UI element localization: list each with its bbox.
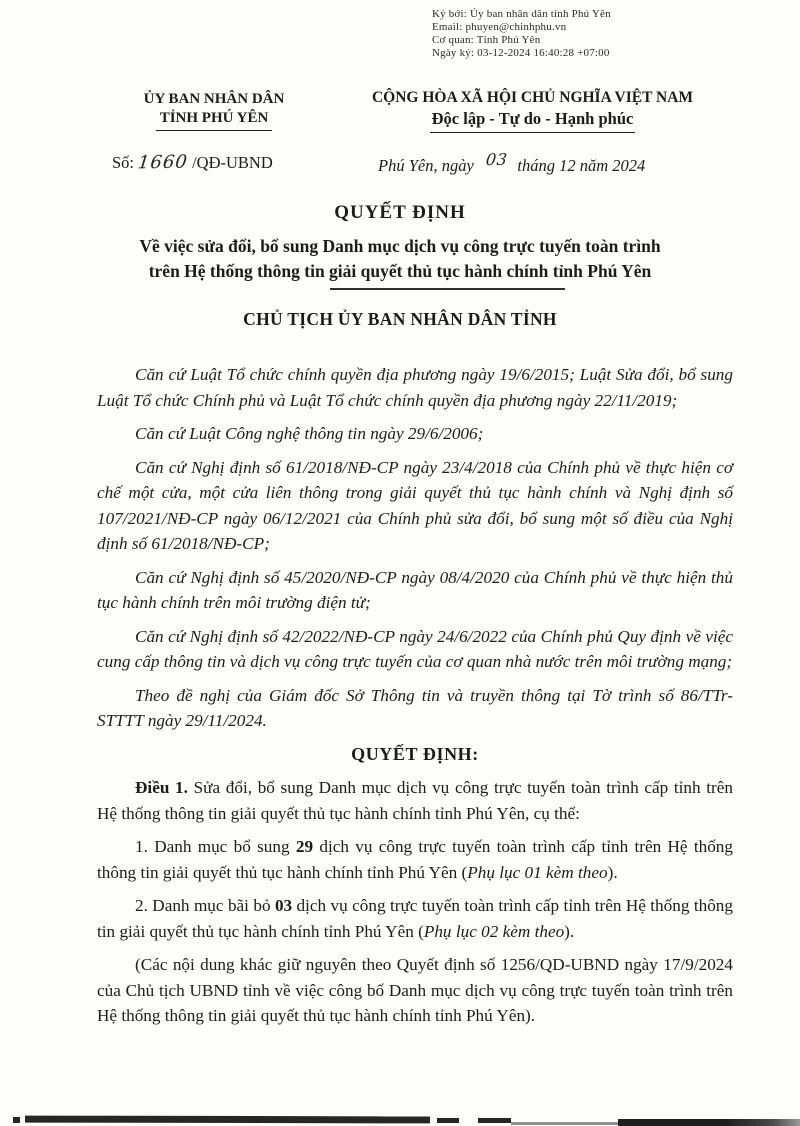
date-suffix: tháng 12 năm 2024 bbox=[517, 156, 646, 175]
date-day-handwritten: 03 bbox=[484, 149, 509, 170]
citation-paragraph-3: Căn cứ Nghị định số 61/2018/NĐ-CP ngày 23/4/2018 của Chính phủ về thực hiện cơ chế một cửa, một cửa liên thông trong giải quyết thủ tục hành chính và Nghị định số 107/2021/NĐ-CP ngày 06/12/2021 của Chính phủ sửa đổi, bổ sung một số điều của Nghị định số 61/2018/NĐ-CP; bbox=[97, 457, 733, 553]
legal-preamble bbox=[97, 362, 733, 734]
item-1-text-pre: 1. Danh mục bổ sung bbox=[135, 837, 296, 856]
citation-paragraph-4: Căn cứ Nghị định số 45/2020/NĐ-CP ngày 08/4/2020 của Chính phủ về thực hiện thủ tục hành chính trên môi trường điện tử; bbox=[97, 567, 733, 612]
document-number bbox=[112, 152, 273, 173]
item-1-count: 29 bbox=[295, 837, 314, 856]
item-1-text-mid: dịch vụ công trực tuyến toàn trình cấp tỉnh trên Hệ thống thông tin giải quyết thủ tục hành chính tỉnh Phú Yên ( bbox=[97, 837, 733, 882]
document-number-handwritten: 1660 bbox=[136, 151, 190, 174]
issuer-name-line1: ỦY BAN NHÂN DÂN bbox=[143, 91, 285, 107]
next-page-edge-artifact bbox=[618, 1119, 800, 1126]
document-number-prefix: Số: bbox=[112, 153, 135, 172]
next-page-edge-artifact bbox=[511, 1122, 621, 1125]
issuer-name-line2: TỈNH PHÚ YÊN bbox=[156, 109, 273, 131]
stamp-agency: Cơ quan: Tỉnh Phú Yên bbox=[432, 34, 541, 46]
decision-articles bbox=[97, 775, 733, 1029]
stamp-signed-by: Ký bởi: Ủy ban nhân dân tỉnh Phú Yên bbox=[432, 8, 611, 20]
stamp-email: Email: phuyen@chinhphu.vn bbox=[432, 21, 567, 33]
digital-signature-stamp bbox=[432, 8, 611, 60]
next-page-edge-artifact bbox=[13, 1117, 20, 1123]
issuer-header bbox=[83, 90, 345, 131]
next-page-edge-artifact bbox=[25, 1116, 430, 1124]
item-2-appendix-ref: Phụ lục 02 kèm theo bbox=[423, 921, 565, 941]
item-2-count: 03 bbox=[274, 896, 293, 915]
article-1-item-1 bbox=[97, 834, 733, 885]
title-underline-rule bbox=[330, 288, 565, 290]
article-1-label: Điều 1. bbox=[135, 778, 188, 797]
date-prefix: Phú Yên, ngày bbox=[378, 156, 474, 175]
issuing-authority-title: CHỦ TỊCH ỦY BAN NHÂN DÂN TỈNH bbox=[243, 309, 557, 329]
national-header bbox=[345, 88, 720, 133]
document-body bbox=[97, 362, 733, 1037]
document-subject bbox=[60, 234, 740, 284]
document-kind-title: QUYẾT ĐỊNH bbox=[334, 202, 466, 223]
decision-heading: QUYẾT ĐỊNH: bbox=[351, 743, 479, 764]
document-subject-line2: trên Hệ thống thông tin giải quyết thủ tục hành chính tỉnh Phú Yên bbox=[148, 261, 652, 281]
next-page-edge-artifact bbox=[437, 1118, 459, 1123]
place-date-line bbox=[378, 149, 646, 176]
article-1-item-2 bbox=[97, 893, 733, 944]
item-1-appendix-ref: Phụ lục 01 kèm theo bbox=[467, 862, 608, 882]
document-subject-line1: Về việc sửa đổi, bổ sung Danh mục dịch vụ công trực tuyến toàn trình bbox=[139, 236, 661, 256]
item-1-text-post: ). bbox=[607, 862, 618, 882]
citation-paragraph-2: Căn cứ Luật Công nghệ thông tin ngày 29/6/2006; bbox=[135, 424, 484, 443]
citation-paragraph-1: Căn cứ Luật Tổ chức chính quyền địa phương ngày 19/6/2015; Luật Sửa đổi, bổ sung Luật Tổ chức Chính phủ và Luật Tổ chức chính quyền địa phương ngày 22/11/2019; bbox=[97, 365, 733, 410]
article-1-paragraph bbox=[97, 775, 733, 826]
document-number-suffix: /QĐ-UBND bbox=[192, 153, 273, 172]
national-title: CỘNG HÒA XÃ HỘI CHỦ NGHĨA VIỆT NAM bbox=[371, 89, 694, 106]
citation-paragraph-6: Theo đề nghị của Giám đốc Sở Thông tin và truyền thông tại Tờ trình số 86/TTr-STTTT ngày 29/11/2024. bbox=[97, 685, 733, 730]
item-2-text-pre: 2. Danh mục bãi bỏ bbox=[135, 896, 275, 915]
item-2-text-mid: dịch vụ công trực tuyến toàn trình cấp tỉnh trên Hệ thống thông tin giải quyết thủ tục hành chính tỉnh Phú Yên ( bbox=[97, 896, 733, 941]
next-page-edge-artifact bbox=[478, 1118, 511, 1123]
article-1-note: (Các nội dung khác giữ nguyên theo Quyết định số 1256/QD-UBND ngày 17/9/2024 của Chủ tịch UBND tỉnh về việc công bố Danh mục dịch vụ công trực tuyến toàn trình trên Hệ thống thông tin giải quyết thủ tục hành chính tỉnh Phú Yên). bbox=[97, 955, 733, 1025]
stamp-sign-date: Ngày ký: 03-12-2024 16:40:28 +07:00 bbox=[432, 47, 610, 59]
citation-paragraph-5: Căn cứ Nghị định số 42/2022/NĐ-CP ngày 24/6/2022 của Chính phủ Quy định về việc cung cấp thông tin và dịch vụ công trực tuyến của cơ quan nhà nước trên môi trường mạng; bbox=[97, 626, 733, 671]
item-2-text-post: ). bbox=[564, 921, 575, 941]
national-motto: Độc lập - Tự do - Hạnh phúc bbox=[430, 108, 636, 133]
article-1-text: Sửa đổi, bổ sung Danh mục dịch vụ công trực tuyến toàn trình cấp tỉnh trên Hệ thống thông tin giải quyết thủ tục hành chính tỉnh Phú Yên, cụ thể: bbox=[97, 778, 734, 823]
